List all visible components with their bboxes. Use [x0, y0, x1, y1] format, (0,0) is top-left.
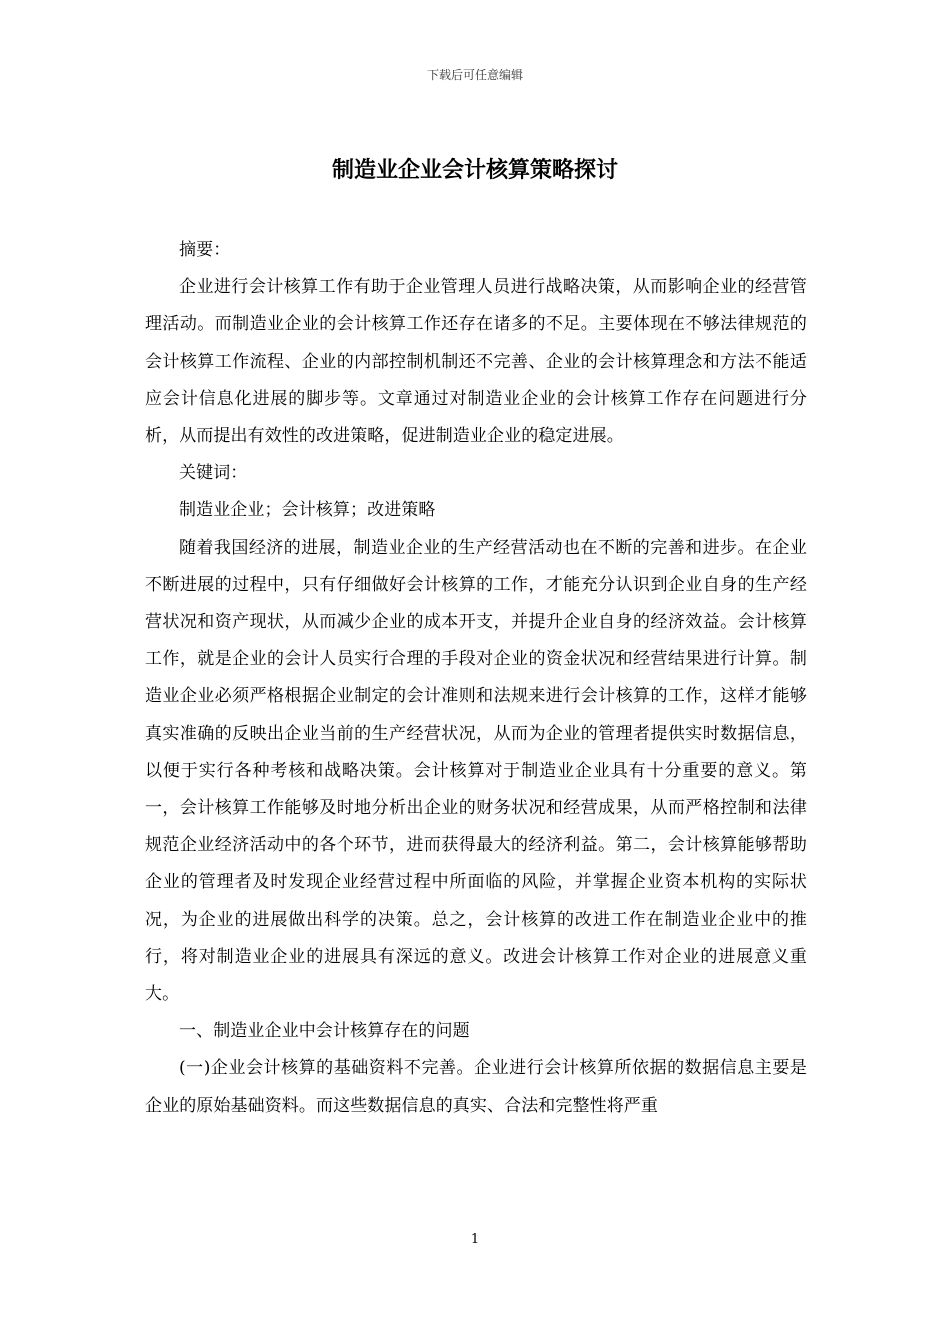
keywords-heading: 关键词： — [179, 463, 248, 484]
page-number: 1 — [470, 1232, 480, 1247]
abstract-heading: 摘要： — [179, 240, 231, 260]
keywords-paragraph: 制造业企业；会计核算；改进策略 — [179, 500, 436, 521]
document-title: 制造业企业会计核算策略探讨 — [331, 158, 618, 183]
header-note: 下载后可任意编辑 — [426, 68, 523, 82]
document-body — [145, 232, 807, 1125]
intro-paragraph: 随着我国经济的进展，制造业企业的生产经营活动也在不断的完善和进步。在企业不断进展的过程中，只有仔细做好会计核算的工作，才能充分认识到企业自身的生产经营状况和资产现状，从而减少企业的成本开支，并提升企业自身的经济效益。会计核算工作，就是企业的会计人员实行合理的手段对企业的资金状况和经营结果进行计算。制造业企业必须严格根据企业制定的会计准则和法规来进行会计核算的工作，这样才能够真实准确的反映出企业当前的生产经营状况，从而为企业的管理者提供实时数据信息，以便于实行各种考核和战略决策。会计核算对于制造业企业具有十分重要的意义。第一，会计核算工作能够及时地分析出企业的财务状况和经营成果，从而严格控制和法律规范企业经济活动中的各个环节，进而获得最大的经济利益。第二，会计核算能够帮助企业的管理者及时发现企业经营过程中所面临的风险，并掌握企业资本机构的实际状况，为企业的进展做出科学的决策。总之，会计核算的改进工作在制造业企业中的推行，将对制造业企业的进展具有深远的意义。改进会计核算工作对企业的进展意义重大。 — [145, 537, 807, 1005]
subsection-paragraph-1: (一)企业会计核算的基础资料不完善。企业进行会计核算所依据的数据信息主要是企业的原始基础资料。而这些数据信息的真实、合法和完整性将严重 — [145, 1058, 807, 1116]
abstract-paragraph: 企业进行会计核算工作有助于企业管理人员进行战略决策，从而影响企业的经营管理活动。而制造业企业的会计核算工作还存在诸多的不足。主要体现在不够法律规范的会计核算工作流程、企业的内部控制机制还不完善、企业的会计核算理念和方法不能适应会计信息化进展的脚步等。文章通过对制造业企业的会计核算工作存在问题进行分析，从而提出有效性的改进策略，促进制造业企业的稳定进展。 — [145, 277, 807, 447]
section-heading-1: 一、制造业企业中会计核算存在的问题 — [179, 1021, 470, 1042]
